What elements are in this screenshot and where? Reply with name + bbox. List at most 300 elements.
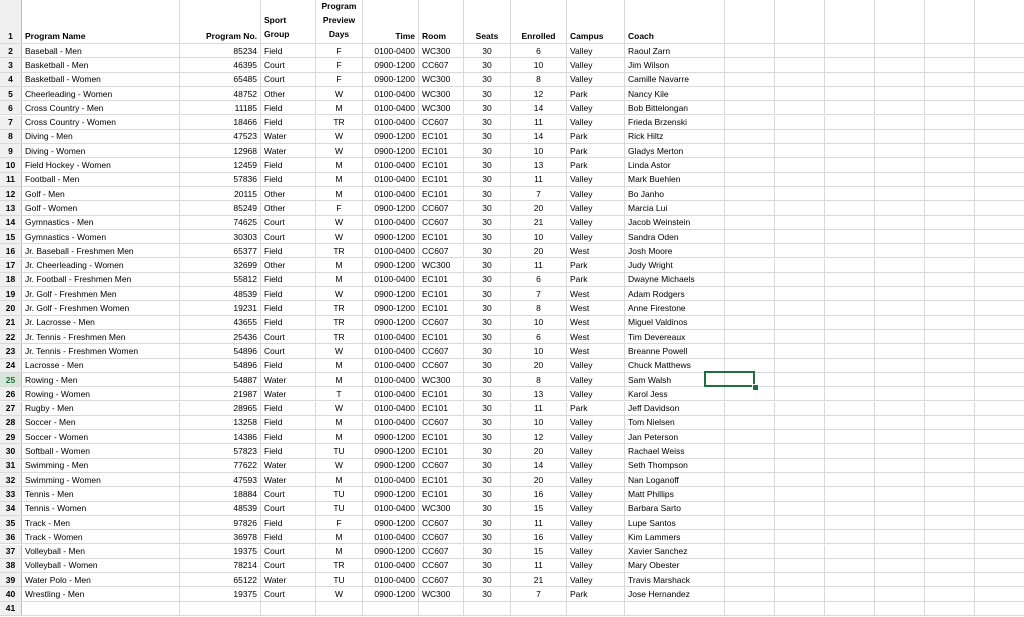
empty-cell[interactable] — [22, 602, 180, 615]
room-cell[interactable]: EC101 — [419, 387, 464, 400]
campus-cell[interactable]: Valley — [567, 216, 625, 229]
empty-cell[interactable] — [775, 273, 825, 286]
empty-cell[interactable] — [775, 487, 825, 500]
empty-cell[interactable] — [725, 545, 775, 558]
preview-days-cell[interactable]: M — [316, 187, 363, 200]
empty-cell[interactable] — [925, 301, 975, 314]
row-number[interactable]: 5 — [0, 87, 22, 100]
seats-cell[interactable]: 30 — [464, 101, 511, 114]
empty-cell[interactable] — [875, 473, 925, 486]
room-cell[interactable]: EC101 — [419, 158, 464, 171]
sport-group-cell[interactable]: Field — [261, 516, 316, 529]
empty-cell[interactable] — [511, 602, 567, 615]
empty-cell[interactable] — [875, 545, 925, 558]
row-number[interactable]: 21 — [0, 316, 22, 329]
program-name-cell[interactable]: Water Polo - Men — [22, 573, 180, 586]
enrolled-cell[interactable]: 20 — [511, 359, 567, 372]
coach-cell[interactable]: Camille Navarre — [625, 73, 725, 86]
empty-cell[interactable] — [875, 402, 925, 415]
room-cell[interactable]: CC607 — [419, 58, 464, 71]
sport-group-cell[interactable]: Field — [261, 430, 316, 443]
seats-cell[interactable]: 30 — [464, 58, 511, 71]
program-no-cell[interactable]: 25436 — [180, 330, 261, 343]
empty-cell[interactable] — [925, 373, 975, 386]
time-cell[interactable]: 0100-0400 — [363, 359, 419, 372]
campus-cell[interactable]: Valley — [567, 101, 625, 114]
time-cell[interactable]: 0100-0400 — [363, 416, 419, 429]
seats-cell[interactable]: 30 — [464, 416, 511, 429]
preview-days-cell[interactable]: W — [316, 287, 363, 300]
program-no-cell[interactable]: 65485 — [180, 73, 261, 86]
row-number[interactable]: 11 — [0, 173, 22, 186]
program-name-cell[interactable]: Jr. Baseball - Freshmen Men — [22, 244, 180, 257]
enrolled-cell[interactable]: 7 — [511, 187, 567, 200]
row-number[interactable]: 25 — [0, 373, 22, 386]
empty-cell[interactable] — [725, 416, 775, 429]
empty-cell[interactable] — [775, 301, 825, 314]
row-number[interactable]: 35 — [0, 516, 22, 529]
room-cell[interactable]: CC607 — [419, 244, 464, 257]
program-no-cell[interactable]: 36978 — [180, 530, 261, 543]
row-number[interactable]: 12 — [0, 187, 22, 200]
empty-cell[interactable] — [725, 58, 775, 71]
empty-cell[interactable] — [875, 116, 925, 129]
coach-cell[interactable]: Xavier Sanchez — [625, 545, 725, 558]
coach-cell[interactable]: Frieda Brzenski — [625, 116, 725, 129]
program-name-cell[interactable]: Golf - Men — [22, 187, 180, 200]
empty-cell[interactable] — [925, 58, 975, 71]
seats-cell[interactable]: 30 — [464, 287, 511, 300]
coach-cell[interactable]: Josh Moore — [625, 244, 725, 257]
program-name-cell[interactable]: Jr. Golf - Freshmen Women — [22, 301, 180, 314]
campus-cell[interactable]: Valley — [567, 559, 625, 572]
time-cell[interactable]: 0900-1200 — [363, 201, 419, 214]
time-cell[interactable]: 0100-0400 — [363, 344, 419, 357]
sport-group-cell[interactable]: Water — [261, 373, 316, 386]
preview-days-cell[interactable]: M — [316, 473, 363, 486]
campus-cell[interactable]: Park — [567, 259, 625, 272]
coach-cell[interactable]: Barbara Sarto — [625, 502, 725, 515]
seats-cell[interactable]: 30 — [464, 301, 511, 314]
program-name-cell[interactable]: Tennis - Men — [22, 487, 180, 500]
empty-cell[interactable] — [825, 273, 875, 286]
empty-cell[interactable] — [875, 316, 925, 329]
empty-cell[interactable] — [925, 587, 975, 600]
empty-cell[interactable] — [775, 530, 825, 543]
empty-cell[interactable] — [925, 444, 975, 457]
empty-cell[interactable] — [925, 0, 975, 43]
seats-cell[interactable]: 30 — [464, 273, 511, 286]
empty-cell[interactable] — [875, 130, 925, 143]
time-cell[interactable]: 0100-0400 — [363, 116, 419, 129]
row-number[interactable]: 39 — [0, 573, 22, 586]
empty-cell[interactable] — [725, 216, 775, 229]
program-name-cell[interactable]: Soccer - Women — [22, 430, 180, 443]
empty-cell[interactable] — [725, 244, 775, 257]
empty-cell[interactable] — [825, 573, 875, 586]
empty-cell[interactable] — [825, 330, 875, 343]
empty-cell[interactable] — [875, 416, 925, 429]
empty-cell[interactable] — [825, 244, 875, 257]
program-name-cell[interactable]: Basketball - Women — [22, 73, 180, 86]
empty-cell[interactable] — [725, 144, 775, 157]
coach-cell[interactable]: Adam Rodgers — [625, 287, 725, 300]
empty-cell[interactable] — [825, 316, 875, 329]
coach-cell[interactable]: Gladys Merton — [625, 144, 725, 157]
campus-cell[interactable]: West — [567, 330, 625, 343]
preview-days-cell[interactable]: F — [316, 58, 363, 71]
empty-cell[interactable] — [775, 359, 825, 372]
empty-cell[interactable] — [825, 187, 875, 200]
enrolled-cell[interactable]: 14 — [511, 459, 567, 472]
coach-cell[interactable]: Anne Firestone — [625, 301, 725, 314]
empty-cell[interactable] — [775, 187, 825, 200]
enrolled-cell[interactable]: 10 — [511, 416, 567, 429]
sport-group-cell[interactable]: Field — [261, 273, 316, 286]
empty-cell[interactable] — [825, 73, 875, 86]
header-sport-group[interactable] — [261, 0, 316, 43]
empty-cell[interactable] — [775, 344, 825, 357]
enrolled-cell[interactable]: 15 — [511, 545, 567, 558]
empty-cell[interactable] — [775, 158, 825, 171]
sport-group-cell[interactable]: Court — [261, 73, 316, 86]
program-no-cell[interactable]: 19375 — [180, 587, 261, 600]
seats-cell[interactable]: 30 — [464, 144, 511, 157]
program-name-cell[interactable]: Track - Women — [22, 530, 180, 543]
row-number[interactable]: 6 — [0, 101, 22, 114]
empty-cell[interactable] — [316, 602, 363, 615]
empty-cell[interactable] — [875, 587, 925, 600]
coach-cell[interactable]: Lupe Santos — [625, 516, 725, 529]
room-cell[interactable]: CC607 — [419, 559, 464, 572]
empty-cell[interactable] — [925, 173, 975, 186]
empty-cell[interactable] — [875, 430, 925, 443]
enrolled-cell[interactable]: 20 — [511, 444, 567, 457]
empty-cell[interactable] — [825, 459, 875, 472]
header-campus[interactable]: Campus — [567, 0, 625, 43]
coach-cell[interactable]: Tom Nielsen — [625, 416, 725, 429]
empty-cell[interactable] — [875, 344, 925, 357]
campus-cell[interactable]: Park — [567, 273, 625, 286]
preview-days-cell[interactable]: M — [316, 545, 363, 558]
empty-cell[interactable] — [825, 530, 875, 543]
enrolled-cell[interactable]: 11 — [511, 559, 567, 572]
sport-group-cell[interactable]: Field — [261, 316, 316, 329]
coach-cell[interactable]: Nancy Kile — [625, 87, 725, 100]
empty-cell[interactable] — [875, 158, 925, 171]
program-name-cell[interactable]: Jr. Tennis - Freshmen Women — [22, 344, 180, 357]
time-cell[interactable]: 0100-0400 — [363, 187, 419, 200]
row-number[interactable]: 9 — [0, 144, 22, 157]
empty-cell[interactable] — [725, 130, 775, 143]
empty-cell[interactable] — [775, 459, 825, 472]
program-no-cell[interactable]: 30303 — [180, 230, 261, 243]
enrolled-cell[interactable]: 11 — [511, 516, 567, 529]
empty-cell[interactable] — [875, 230, 925, 243]
empty-cell[interactable] — [725, 602, 775, 615]
empty-cell[interactable] — [775, 130, 825, 143]
room-cell[interactable]: CC607 — [419, 530, 464, 543]
campus-cell[interactable]: Valley — [567, 44, 625, 57]
enrolled-cell[interactable]: 13 — [511, 158, 567, 171]
empty-cell[interactable] — [775, 173, 825, 186]
empty-cell[interactable] — [925, 187, 975, 200]
preview-days-cell[interactable]: M — [316, 273, 363, 286]
enrolled-cell[interactable]: 20 — [511, 473, 567, 486]
program-name-cell[interactable]: Cheerleading - Women — [22, 87, 180, 100]
seats-cell[interactable]: 30 — [464, 187, 511, 200]
room-cell[interactable]: EC101 — [419, 301, 464, 314]
enrolled-cell[interactable]: 8 — [511, 373, 567, 386]
empty-cell[interactable] — [875, 187, 925, 200]
campus-cell[interactable]: West — [567, 244, 625, 257]
seats-cell[interactable]: 30 — [464, 316, 511, 329]
program-name-cell[interactable]: Jr. Lacrosse - Men — [22, 316, 180, 329]
preview-days-cell[interactable]: W — [316, 144, 363, 157]
empty-cell[interactable] — [725, 402, 775, 415]
seats-cell[interactable]: 30 — [464, 259, 511, 272]
program-no-cell[interactable]: 21987 — [180, 387, 261, 400]
empty-cell[interactable] — [725, 287, 775, 300]
empty-cell[interactable] — [925, 387, 975, 400]
seats-cell[interactable]: 30 — [464, 473, 511, 486]
empty-cell[interactable] — [825, 0, 875, 43]
empty-cell[interactable] — [875, 602, 925, 615]
coach-cell[interactable]: Breanne Powell — [625, 344, 725, 357]
coach-cell[interactable]: Tim Devereaux — [625, 330, 725, 343]
empty-cell[interactable] — [825, 158, 875, 171]
empty-cell[interactable] — [925, 502, 975, 515]
empty-cell[interactable] — [925, 416, 975, 429]
campus-cell[interactable]: Valley — [567, 187, 625, 200]
enrolled-cell[interactable]: 10 — [511, 344, 567, 357]
empty-cell[interactable] — [261, 602, 316, 615]
campus-cell[interactable]: Valley — [567, 116, 625, 129]
seats-cell[interactable]: 30 — [464, 530, 511, 543]
empty-cell[interactable] — [775, 287, 825, 300]
empty-cell[interactable] — [925, 287, 975, 300]
program-name-cell[interactable]: Cross Country - Women — [22, 116, 180, 129]
seats-cell[interactable]: 30 — [464, 430, 511, 443]
empty-cell[interactable] — [875, 58, 925, 71]
row-number[interactable]: 26 — [0, 387, 22, 400]
empty-cell[interactable] — [725, 259, 775, 272]
empty-cell[interactable] — [925, 230, 975, 243]
row-number[interactable]: 27 — [0, 402, 22, 415]
time-cell[interactable]: 0900-1200 — [363, 259, 419, 272]
empty-cell[interactable] — [775, 259, 825, 272]
empty-cell[interactable] — [725, 87, 775, 100]
program-name-cell[interactable]: Rowing - Women — [22, 387, 180, 400]
seats-cell[interactable]: 30 — [464, 344, 511, 357]
program-no-cell[interactable]: 43655 — [180, 316, 261, 329]
program-name-cell[interactable]: Rugby - Men — [22, 402, 180, 415]
preview-days-cell[interactable]: W — [316, 87, 363, 100]
program-no-cell[interactable]: 85234 — [180, 44, 261, 57]
sport-group-cell[interactable]: Court — [261, 545, 316, 558]
header-time[interactable]: Time — [363, 0, 419, 43]
empty-cell[interactable] — [775, 502, 825, 515]
room-cell[interactable]: EC101 — [419, 173, 464, 186]
campus-cell[interactable]: Park — [567, 87, 625, 100]
sport-group-cell[interactable]: Court — [261, 587, 316, 600]
empty-cell[interactable] — [825, 44, 875, 57]
coach-cell[interactable]: Judy Wright — [625, 259, 725, 272]
program-no-cell[interactable]: 54896 — [180, 359, 261, 372]
header-enrolled[interactable]: Enrolled — [511, 0, 567, 43]
header-seats[interactable]: Seats — [464, 0, 511, 43]
campus-cell[interactable]: Valley — [567, 545, 625, 558]
enrolled-cell[interactable]: 15 — [511, 502, 567, 515]
empty-cell[interactable] — [925, 430, 975, 443]
row-number[interactable]: 36 — [0, 530, 22, 543]
empty-cell[interactable] — [875, 387, 925, 400]
program-no-cell[interactable]: 77622 — [180, 459, 261, 472]
time-cell[interactable]: 0100-0400 — [363, 158, 419, 171]
room-cell[interactable]: EC101 — [419, 144, 464, 157]
room-cell[interactable]: CC607 — [419, 344, 464, 357]
empty-cell[interactable] — [419, 602, 464, 615]
empty-cell[interactable] — [725, 387, 775, 400]
empty-cell[interactable] — [925, 473, 975, 486]
time-cell[interactable]: 0100-0400 — [363, 473, 419, 486]
empty-cell[interactable] — [825, 116, 875, 129]
empty-cell[interactable] — [825, 502, 875, 515]
empty-cell[interactable] — [925, 487, 975, 500]
program-no-cell[interactable]: 57823 — [180, 444, 261, 457]
enrolled-cell[interactable]: 11 — [511, 402, 567, 415]
preview-days-cell[interactable]: M — [316, 430, 363, 443]
empty-cell[interactable] — [875, 44, 925, 57]
sport-group-cell[interactable]: Field — [261, 359, 316, 372]
seats-cell[interactable]: 30 — [464, 158, 511, 171]
header-program-no[interactable]: Program No. — [180, 0, 261, 43]
empty-cell[interactable] — [875, 0, 925, 43]
sport-group-cell[interactable]: Water — [261, 573, 316, 586]
row-number[interactable]: 41 — [0, 602, 22, 615]
empty-cell[interactable] — [925, 459, 975, 472]
room-cell[interactable]: WC300 — [419, 87, 464, 100]
empty-cell[interactable] — [925, 201, 975, 214]
preview-days-cell[interactable]: TR — [316, 244, 363, 257]
empty-cell[interactable] — [775, 73, 825, 86]
preview-days-cell[interactable]: TU — [316, 487, 363, 500]
empty-cell[interactable] — [775, 444, 825, 457]
room-cell[interactable]: EC101 — [419, 273, 464, 286]
enrolled-cell[interactable]: 10 — [511, 144, 567, 157]
empty-cell[interactable] — [725, 230, 775, 243]
time-cell[interactable]: 0100-0400 — [363, 402, 419, 415]
room-cell[interactable]: CC607 — [419, 316, 464, 329]
empty-cell[interactable] — [925, 116, 975, 129]
time-cell[interactable]: 0100-0400 — [363, 173, 419, 186]
program-no-cell[interactable]: 12968 — [180, 144, 261, 157]
program-name-cell[interactable]: Diving - Men — [22, 130, 180, 143]
program-name-cell[interactable]: Softball - Women — [22, 444, 180, 457]
room-cell[interactable]: CC607 — [419, 459, 464, 472]
enrolled-cell[interactable]: 16 — [511, 487, 567, 500]
coach-cell[interactable]: Nan Loganoff — [625, 473, 725, 486]
empty-cell[interactable] — [825, 201, 875, 214]
room-cell[interactable]: EC101 — [419, 330, 464, 343]
empty-cell[interactable] — [825, 373, 875, 386]
enrolled-cell[interactable]: 10 — [511, 316, 567, 329]
sport-group-cell[interactable]: Field — [261, 444, 316, 457]
program-name-cell[interactable]: Volleyball - Women — [22, 559, 180, 572]
sport-group-cell[interactable]: Court — [261, 330, 316, 343]
empty-cell[interactable] — [775, 402, 825, 415]
empty-cell[interactable] — [567, 602, 625, 615]
row-number[interactable]: 34 — [0, 502, 22, 515]
empty-cell[interactable] — [925, 144, 975, 157]
empty-cell[interactable] — [725, 344, 775, 357]
preview-days-cell[interactable]: M — [316, 359, 363, 372]
enrolled-cell[interactable]: 13 — [511, 387, 567, 400]
coach-cell[interactable]: Jacob Weinstein — [625, 216, 725, 229]
sport-group-cell[interactable]: Other — [261, 201, 316, 214]
empty-cell[interactable] — [875, 444, 925, 457]
room-cell[interactable]: CC607 — [419, 116, 464, 129]
time-cell[interactable]: 0900-1200 — [363, 587, 419, 600]
empty-cell[interactable] — [875, 516, 925, 529]
seats-cell[interactable]: 30 — [464, 44, 511, 57]
coach-cell[interactable]: Rachael Weiss — [625, 444, 725, 457]
empty-cell[interactable] — [775, 101, 825, 114]
empty-cell[interactable] — [725, 44, 775, 57]
program-name-cell[interactable]: Diving - Women — [22, 144, 180, 157]
program-name-cell[interactable]: Wrestling - Men — [22, 587, 180, 600]
sport-group-cell[interactable]: Field — [261, 416, 316, 429]
sport-group-cell[interactable]: Field — [261, 402, 316, 415]
program-no-cell[interactable]: 48539 — [180, 287, 261, 300]
empty-cell[interactable] — [875, 259, 925, 272]
program-no-cell[interactable]: 47523 — [180, 130, 261, 143]
coach-cell[interactable]: Matt Phillips — [625, 487, 725, 500]
enrolled-cell[interactable]: 6 — [511, 330, 567, 343]
empty-cell[interactable] — [925, 130, 975, 143]
empty-cell[interactable] — [363, 602, 419, 615]
empty-cell[interactable] — [875, 330, 925, 343]
enrolled-cell[interactable]: 6 — [511, 273, 567, 286]
seats-cell[interactable]: 30 — [464, 444, 511, 457]
empty-cell[interactable] — [775, 373, 825, 386]
campus-cell[interactable]: West — [567, 287, 625, 300]
room-cell[interactable]: EC101 — [419, 187, 464, 200]
empty-cell[interactable] — [725, 359, 775, 372]
program-no-cell[interactable]: 19231 — [180, 301, 261, 314]
coach-cell[interactable]: Bo Janho — [625, 187, 725, 200]
coach-cell[interactable]: Miguel Valdinos — [625, 316, 725, 329]
campus-cell[interactable]: West — [567, 344, 625, 357]
program-name-cell[interactable]: Gymnastics - Men — [22, 216, 180, 229]
empty-cell[interactable] — [875, 373, 925, 386]
program-no-cell[interactable]: 19375 — [180, 545, 261, 558]
program-no-cell[interactable]: 78214 — [180, 559, 261, 572]
campus-cell[interactable]: Park — [567, 158, 625, 171]
time-cell[interactable]: 0100-0400 — [363, 244, 419, 257]
time-cell[interactable]: 0100-0400 — [363, 101, 419, 114]
empty-cell[interactable] — [725, 0, 775, 43]
campus-cell[interactable]: Valley — [567, 201, 625, 214]
empty-cell[interactable] — [825, 359, 875, 372]
program-name-cell[interactable]: Jr. Cheerleading - Women — [22, 259, 180, 272]
empty-cell[interactable] — [875, 301, 925, 314]
time-cell[interactable]: 0900-1200 — [363, 316, 419, 329]
time-cell[interactable]: 0900-1200 — [363, 545, 419, 558]
empty-cell[interactable] — [925, 559, 975, 572]
room-cell[interactable]: EC101 — [419, 473, 464, 486]
enrolled-cell[interactable]: 21 — [511, 573, 567, 586]
